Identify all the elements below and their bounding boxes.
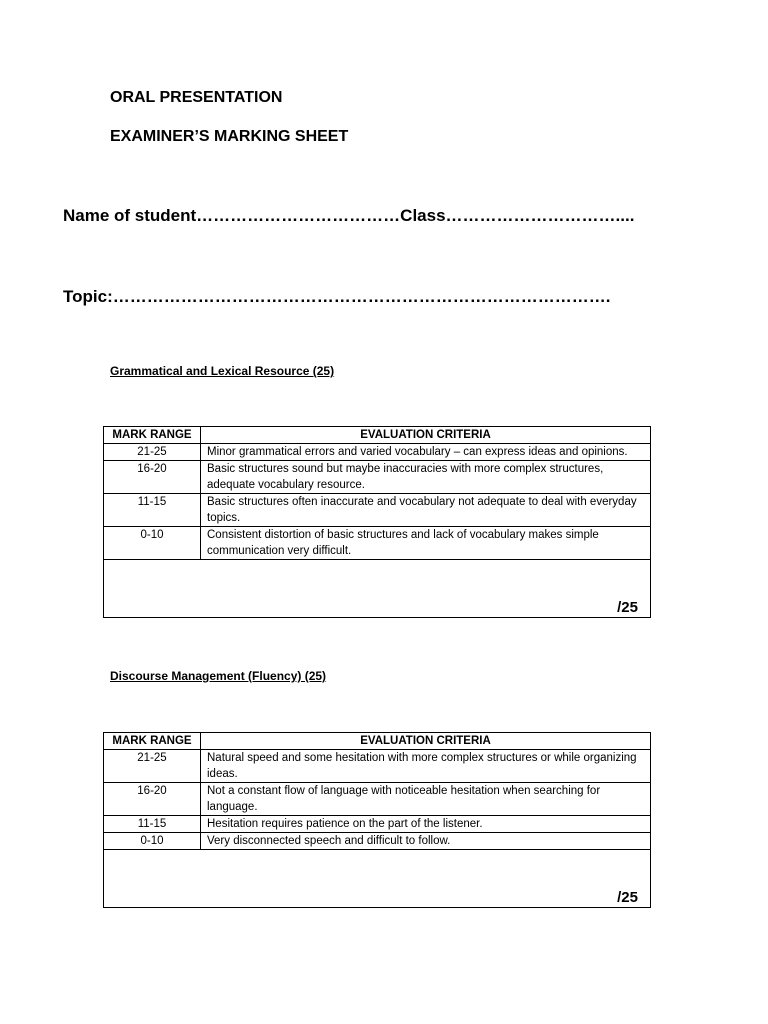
mark-range-cell: 16-20 xyxy=(104,783,201,816)
criteria-table-grammatical-lexical xyxy=(103,426,651,618)
criteria-cell: Basic structures sound but maybe inaccuracies with more complex structures, adequate vocabulary resource. xyxy=(201,461,651,494)
criteria-cell: Natural speed and some hesitation with more complex structures or while organizing ideas. xyxy=(201,750,651,783)
mark-range-cell: 21-25 xyxy=(104,750,201,783)
criteria-table-discourse-management xyxy=(103,732,651,908)
score-cell[interactable] xyxy=(104,560,651,618)
mark-range-cell: 0-10 xyxy=(104,527,201,560)
table-row xyxy=(104,816,651,833)
mark-range-cell: 11-15 xyxy=(104,816,201,833)
document-subtitle: EXAMINER’S MARKING SHEET xyxy=(110,128,349,145)
table-row xyxy=(104,461,651,494)
student-name-class-line: Name of student………………………………Class………………………….... xyxy=(63,206,635,225)
section-heading-discourse-management: Discourse Management (Fluency) (25) xyxy=(110,669,327,683)
criteria-cell: Basic structures often inaccurate and vocabulary not adequate to deal with everyday topics. xyxy=(201,494,651,527)
column-header-mark-range: MARK RANGE xyxy=(104,733,201,750)
table-row xyxy=(104,833,651,850)
topic-line: Topic:……………………………………………………………………………. xyxy=(63,287,611,306)
column-header-mark-range: MARK RANGE xyxy=(104,427,201,444)
mark-range-cell: 21-25 xyxy=(104,444,201,461)
score-cell[interactable] xyxy=(104,850,651,908)
section-heading-grammatical-lexical: Grammatical and Lexical Resource (25) xyxy=(110,364,335,378)
criteria-cell: Minor grammatical errors and varied vocabulary – can express ideas and opinions. xyxy=(201,444,651,461)
score-row xyxy=(104,560,651,618)
document-title: ORAL PRESENTATION xyxy=(110,89,283,106)
score-row xyxy=(104,850,651,908)
criteria-cell: Very disconnected speech and difficult to follow. xyxy=(201,833,651,850)
column-header-evaluation-criteria: EVALUATION CRITERIA xyxy=(201,427,651,444)
column-header-evaluation-criteria: EVALUATION CRITERIA xyxy=(201,733,651,750)
table-header-row xyxy=(104,733,651,750)
table-row xyxy=(104,783,651,816)
criteria-cell: Consistent distortion of basic structures and lack of vocabulary makes simple communication very difficult. xyxy=(201,527,651,560)
table-row xyxy=(104,494,651,527)
criteria-cell: Not a constant flow of language with noticeable hesitation when searching for language. xyxy=(201,783,651,816)
table-row xyxy=(104,750,651,783)
table-row xyxy=(104,444,651,461)
mark-range-cell: 16-20 xyxy=(104,461,201,494)
table-row xyxy=(104,527,651,560)
mark-range-cell: 0-10 xyxy=(104,833,201,850)
mark-range-cell: 11-15 xyxy=(104,494,201,527)
score-total-label: /25 xyxy=(617,599,638,616)
criteria-cell: Hesitation requires patience on the part of the listener. xyxy=(201,816,651,833)
score-total-label: /25 xyxy=(617,889,638,906)
table-header-row xyxy=(104,427,651,444)
